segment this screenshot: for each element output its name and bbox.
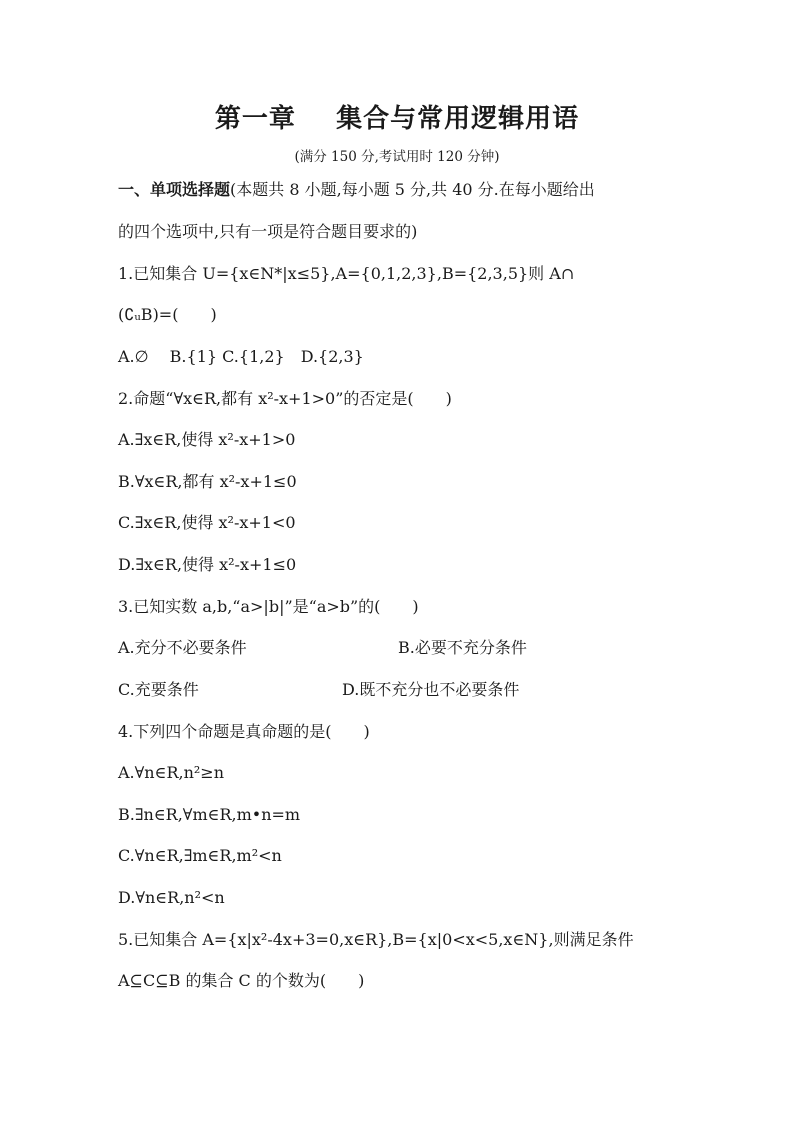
question-3-option-a: A.充分不必要条件 — [118, 638, 247, 657]
question-1-stem: 1.已知集合 U={x∈N*|x≤5},A={0,1,2,3},B={2,3,5}则 A∩ — [118, 264, 575, 283]
question-4-option-c: C.∀n∈R,∃m∈R,m²<n — [118, 846, 282, 865]
question-5-stem-cont: A⊆C⊆B 的集合 C 的个数为( ) — [118, 971, 365, 990]
question-1-options: A.∅ B.{1} C.{1,2} D.{2,3} — [118, 347, 364, 366]
section-heading: 一、单项选择题 — [118, 180, 231, 199]
question-1-stem-cont: (∁ᵤB)=( ) — [118, 305, 217, 324]
section-description: (本题共 8 小题,每小题 5 分,共 40 分.在每小题给出 — [230, 180, 595, 199]
page-title: 第一章 集合与常用逻辑用语 — [214, 104, 580, 134]
question-2-option-a: A.∃x∈R,使得 x²-x+1>0 — [118, 430, 296, 449]
question-2-option-c: C.∃x∈R,使得 x²-x+1<0 — [118, 513, 296, 532]
exam-info: (满分 150 分,考试用时 120 分钟) — [294, 149, 500, 165]
question-2-option-d: D.∃x∈R,使得 x²-x+1≤0 — [118, 555, 297, 574]
question-2-option-b: B.∀x∈R,都有 x²-x+1≤0 — [118, 472, 297, 491]
question-3-option-d: D.既不充分也不必要条件 — [342, 680, 520, 699]
question-4-option-a: A.∀n∈R,n²≥n — [118, 763, 225, 782]
section-description-line2: 的四个选项中,只有一项是符合题目要求的) — [118, 222, 418, 241]
question-4-stem: 4.下列四个命题是真命题的是( ) — [118, 722, 370, 741]
question-5-stem: 5.已知集合 A={x|x²-4x+3=0,x∈R},B={x|0<x<5,x∈N},则满足条件 — [118, 930, 634, 949]
question-4-option-b: B.∃n∈R,∀m∈R,m•n=m — [118, 805, 301, 824]
question-2-stem: 2.命题“∀x∈R,都有 x²-x+1>0”的否定是( ) — [118, 389, 452, 408]
question-3-option-b: B.必要不充分条件 — [398, 638, 527, 657]
question-3-stem: 3.已知实数 a,b,“a>|b|”是“a>b”的( ) — [118, 597, 419, 616]
question-3-option-c: C.充要条件 — [118, 680, 199, 699]
section-intro-line1 — [118, 180, 595, 200]
question-4-option-d: D.∀n∈R,n²<n — [118, 888, 225, 907]
